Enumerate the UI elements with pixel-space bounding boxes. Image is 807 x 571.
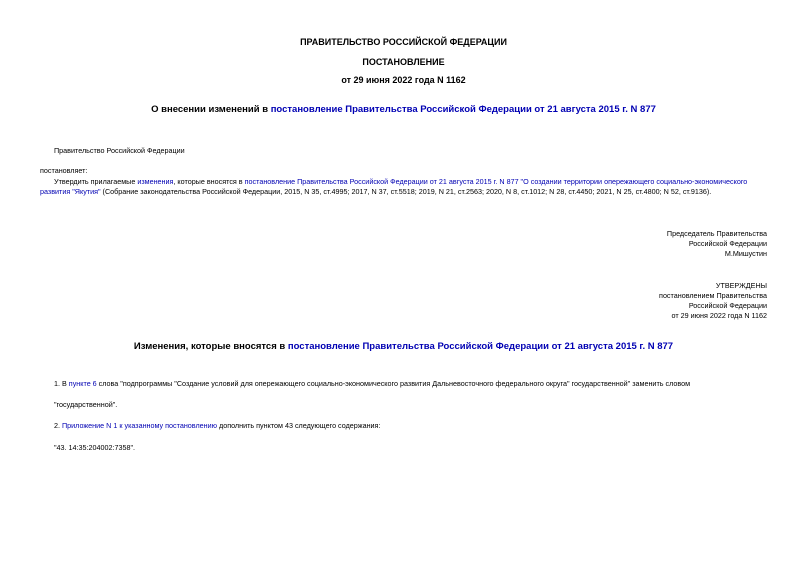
changes-title: [0, 341, 807, 352]
doc-date-number: от 29 июня 2022 года N 1162: [341, 75, 466, 85]
change-item-1: [54, 379, 690, 389]
changes-link[interactable]: изменения: [137, 177, 174, 186]
government-heading: ПРАВИТЕЛЬСТВО РОССИЙСКОЙ ФЕДЕРАЦИИ: [300, 37, 507, 47]
item1-text-a: 1. В: [54, 379, 69, 388]
item2-text-b: дополнить пунктом 43 следующего содержания:: [217, 421, 381, 430]
paragraph-1-line-2: [40, 187, 711, 197]
change-item-2-cont: "43. 14:35:204002:7358".: [54, 443, 136, 452]
signature-name: М.Мишустин: [724, 249, 767, 258]
item1-text-b: слова "подпрограммы "Создание условий для опережающего социально-экономического развития Дальневосточного федерального округа" государственной" заменить словом: [96, 379, 691, 388]
resolves-text: постановляет:: [40, 166, 88, 175]
point-6-link[interactable]: пункте 6: [68, 379, 97, 388]
issuer-text: Правительство Российской Федерации: [54, 146, 185, 155]
approved-line-3: Российской Федерации: [688, 301, 767, 310]
paragraph-1-line-1: [54, 177, 747, 187]
doc-title-prefix: О внесении изменений в: [151, 104, 271, 115]
signature-line-2: Российской Федерации: [688, 239, 767, 248]
doc-title-link[interactable]: постановление Правительства Российской Федерации от 21 августа 2015 г. N 877: [270, 104, 656, 115]
p1-text-c: (Собрание законодательства Российской Федерации, 2015, N 35, ст.4995; 2017, N 37, ст.5518; 2019, N 21, ст.2563; 2020, N 8, ст.1012; N 28, ст.4450; 2021, N 25, ст.4800; N 52, ст.9136).: [100, 187, 712, 196]
doc-title: [0, 104, 807, 115]
resolution-877-link[interactable]: постановление Правительства Российской Федерации от 21 августа 2015 г. N 877 "О создании территории опережающего социально-экономического: [244, 177, 748, 186]
approved-line-1: УТВЕРЖДЕНЫ: [715, 281, 767, 290]
appendix-1-link[interactable]: Приложение N 1 к указанному постановлению: [62, 421, 218, 430]
approved-line-4: от 29 июня 2022 года N 1162: [671, 311, 767, 320]
changes-title-prefix: Изменения, которые вносятся в: [133, 341, 288, 352]
p1-text-b: , которые вносятся в: [173, 177, 245, 186]
signature-line-1: Председатель Правительства: [666, 229, 767, 238]
resolution-877-link-cont[interactable]: развития "Якутия": [40, 187, 101, 196]
changes-title-link[interactable]: постановление Правительства Российской Федерации от 21 августа 2015 г. N 877: [287, 341, 674, 352]
change-item-2: [54, 421, 380, 431]
p1-text-a: Утвердить прилагаемые: [54, 177, 138, 186]
change-item-1-cont: "государственной".: [54, 400, 118, 409]
item2-text-a: 2.: [54, 421, 62, 430]
approved-line-2: постановлением Правительства: [659, 291, 767, 300]
doc-type-heading: ПОСТАНОВЛЕНИЕ: [362, 57, 445, 67]
